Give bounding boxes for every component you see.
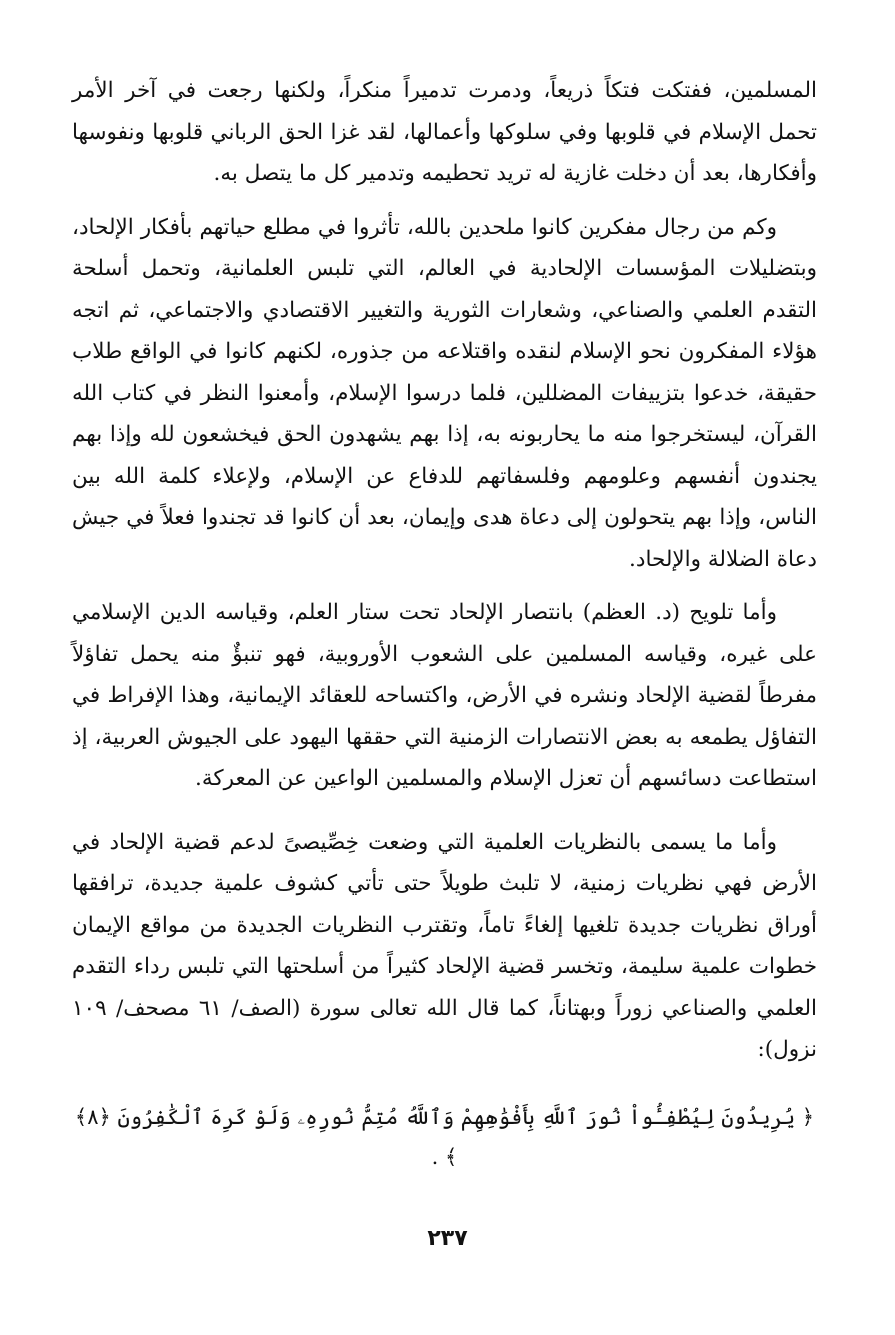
page-number: ٢٣٧ xyxy=(427,1226,468,1251)
paragraph-2: وكم من رجال مفكرين كانوا ملحدين بالله، تأثروا في مطلع حياتهم بأفكار الإلحاد، وبتضليلات المؤسسات الإلحادية في العالم، التي تلبس العلمانية، وتحمل أسلحة التقدم العلمي والصناعي، وشعارات الثورية والتغيير الاقتصادي والاجتماعي، ثم اتجه هؤلاء المفكرون نحو الإسلام لنقده واقتلاعه من جذوره، لكنهم كانوا في الواقع طلاب حقيقة، خدعوا بتزييفات المضللين، فلما درسوا الإسلام، وأمعنوا النظر في كتاب الله القرآن، ليستخرجوا منه ما يحاربونه به، إذا بهم يشهدون الحق فيخشعون لله وإذا بهم يجندون أنفسهم وعلومهم وفلسفاتهم للدفاع عن الإسلام، ولإعلاء كلمة الله بين الناس، وإذا بهم يتحولون إلى دعاة هدى وإيمان، بعد أن كانوا قد تجندوا فعلاً في جيش دعاة الضلالة والإلحاد. xyxy=(72,214,817,572)
paragraph-1: المسلمين، ففتكت فتكاً ذريعاً، ودمرت تدميراً منكراً، ولكنها رجعت في آخر الأمر تحمل الإسلام في قلوبها وفي سلوكها وأعمالها، لقد غزا الحق الرباني قلوبها ونفوسها وأفكارها، بعد أن دخلت غازية له تريد تحطيمه وتدمير كل ما يتصل به. xyxy=(72,78,817,186)
quran-verse: ﴿ يُرِيدُونَ لِيُطْفِـُٔواْ نُورَ ٱللَّهِ بِأَفْوَٰهِهِمْ وَٱللَّهُ مُتِمُّ نُورِهِۦ وَلَوْ كَرِهَ ٱلْكَٰفِرُونَ ﴿٨﴾ ﴾ . xyxy=(74,1104,815,1169)
paragraph-3: وأما تلويح (د. العظم) بانتصار الإلحاد تحت ستار العلم، وقياسه الدين الإسلامي على غيره، وقياسه المسلمين على الشعوب الأوروبية، فهو تنبؤٌ منه يحمل تفاؤلاً مفرطاً لقضية الإلحاد ونشره في الأرض، واكتساحه للعقائد الإيمانية، وهذا الإفراط في التفاؤل يطمعه به بعض الانتصارات الزمنية التي حققها اليهود على الجيوش العربية، إذ استطاعت دسائسهم أن تعزل الإسلام والمسلمين الواعين عن المعركة. xyxy=(72,600,817,791)
page-body xyxy=(72,70,817,1198)
paragraph-4: وأما ما يسمى بالنظريات العلمية التي وضعت خِصِّيصىً لدعم قضية الإلحاد في الأرض فهي نظريات زمنية، لا تلبث طويلاً حتى تأتي كشوف علمية جديدة، ترافقها أوراق نظريات جديدة تلغيها إلغاءً تاماً، وتقترب النظريات الجديدة من مواقع الإيمان خطوات علمية سليمة، وتخسر قضية الإلحاد كثيراً من أسلحتها التي تلبس رداء التقدم العلمي والصناعي زوراً وبهتاناً، كما قال الله تعالى سورة (الصف/ ٦١ مصحف/ ١٠٩ نزول): xyxy=(72,829,817,1062)
